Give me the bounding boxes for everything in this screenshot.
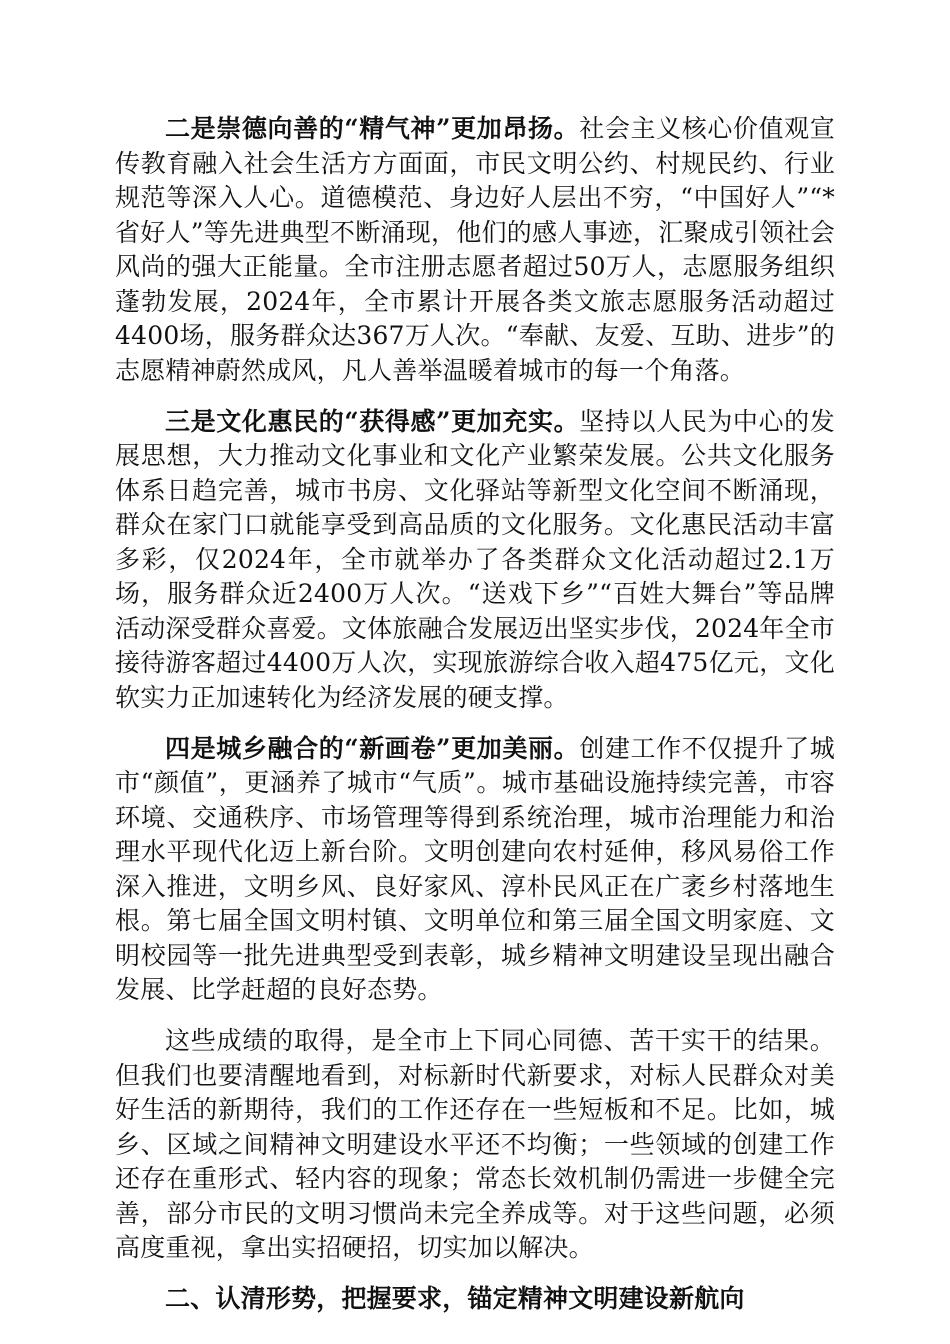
paragraph-summary	[115, 1024, 835, 1266]
paragraph-body: 创建工作不仅提升了城市“颜值”，更涵养了城市“气质”。城市基础设施持续完善，市容环境、交通秩序、市场管理等得到系统治理，城市治理能力和治理水平现代化迈上新台阶。文明创建向农村延伸，移风易俗工作深入推进，文明乡风、良好家风、淳朴民风正在广袤乡村落地生根。第七届全国文明村镇、文明单位和第三届全国文明家庭、文明校园等一批先进典型受到表彰，城乡精神文明建设呈现出融合发展、比学赶超的良好态势。	[115, 733, 835, 1004]
paragraph-body: 这些成绩的取得，是全市上下同心同德、苦干实干的结果。但我们也要清醒地看到，对标新时代新要求，对标人民群众对美好生活的新期待，我们的工作还存在一些短板和不足。比如，城乡、区域之间精神文明建设水平还不均衡；一些领域的创建工作还存在重形式、轻内容的现象；常态长效机制仍需进一步健全完善，部分市民的文明习惯尚未完全养成等。对于这些问题，必须高度重视，拿出实招硬招，切实加以解决。	[115, 1026, 835, 1262]
paragraph-body: 社会主义核心价值观宣传教育融入社会生活方方面面，市民文明公约、村规民约、行业规范等深入人心。道德模范、身边好人层出不穷，“中国好人”“*省好人”等先进典型不断涌现，他们的感人事迹，汇聚成引领社会风尚的强大正能量。全市注册志愿者超过50万人，志愿服务组织蓬勃发展，2024年，全市累计开展各类文旅志愿服务活动超过4400场，服务群众达367万人次。“奉献、友爱、互助、进步”的志愿精神蔚然成风，凡人善举温暖着城市的每一个角落。	[115, 114, 835, 385]
paragraph-urban-rural	[115, 732, 835, 1008]
paragraph-lead: 二是崇德向善的“精气神”更加昂扬。	[165, 114, 580, 143]
paragraph-lead: 三是文化惠民的“获得感”更加充实。	[165, 406, 580, 436]
paragraph-moral	[115, 112, 835, 388]
paragraph-lead: 四是城乡融合的“新画卷”更加美丽。	[165, 733, 580, 763]
paragraph-body: 坚持以人民为中心的发展思想，大力推动文化事业和文化产业繁荣发展。公共文化服务体系日趋完善，城市书房、文化驿站等新型文化空间不断涌现，群众在家门口就能享受到高品质的文化服务。文化惠民活动丰富多彩，仅2024年，全市就举办了各类群众文化活动超过2.1万场，服务群众近2400万人次。“送戏下乡”“百姓大舞台”等品牌活动深受群众喜爱。文体旅融合发展迈出坚实步伐，2024年全市接待游客超过4400万人次，实现旅游综合收入超475亿元，文化软实力正加速转化为经济发展的硬支撑。	[115, 406, 835, 712]
section-heading: 二、认清形势，把握要求，锚定精神文明建设新航向	[165, 1284, 745, 1313]
document-page	[115, 112, 835, 1317]
paragraph-culture	[115, 405, 835, 716]
